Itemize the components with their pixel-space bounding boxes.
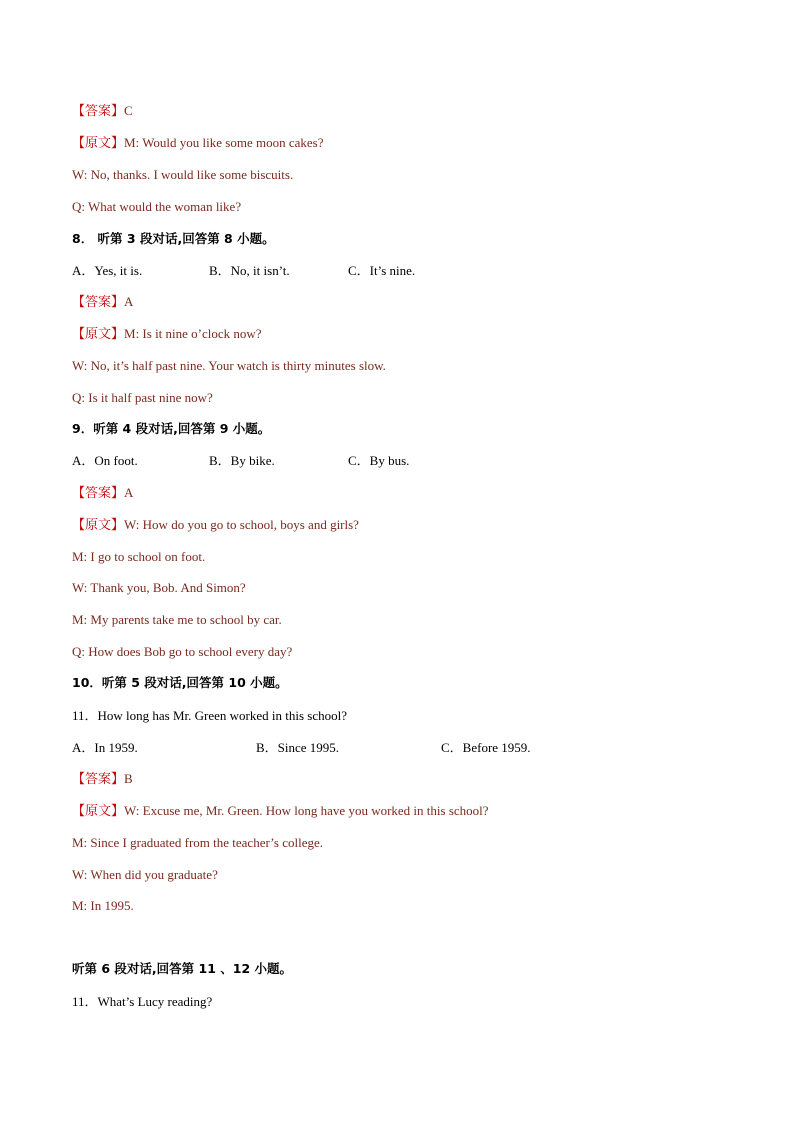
answer-tag: 【答案】	[72, 294, 125, 309]
answer-tag: 【答案】	[72, 771, 125, 786]
transcript-line	[72, 326, 262, 342]
transcript-line: W: When did you graduate?	[72, 867, 218, 882]
option-c: C．It’s nine.	[348, 263, 416, 278]
option-c: C．Before 1959.	[441, 740, 531, 755]
transcript-line	[72, 803, 489, 819]
transcript-line: Q: How does Bob go to school every day?	[72, 644, 293, 659]
answer-tag: 【答案】	[72, 103, 125, 118]
answer-tag: 【答案】	[72, 485, 125, 500]
answer-value: A	[124, 294, 134, 309]
transcript-line: M: My parents take me to school by car.	[72, 612, 282, 627]
option-a: A．Yes, it is.	[72, 263, 143, 278]
transcript-line: M: Since I graduated from the teacher’s college.	[72, 835, 323, 850]
question-text: 11．How long has Mr. Green worked in this school?	[72, 708, 348, 723]
transcript-line: M: I go to school on foot.	[72, 549, 206, 564]
answer-line-q10	[72, 771, 133, 787]
option-c: C．By bus.	[348, 453, 410, 468]
transcript-text: W: Excuse me, Mr. Green. How long have you worked in this school?	[124, 803, 489, 818]
transcript-line: Q: Is it half past nine now?	[72, 390, 213, 405]
transcript-line	[72, 517, 359, 533]
question-heading-q11: 听第 6 段对话,回答第 11 、12 小题。	[72, 961, 292, 976]
transcript-tag: 【原文】	[72, 326, 125, 341]
transcript-tag: 【原文】	[72, 135, 125, 150]
option-b: B．By bike.	[209, 453, 275, 468]
answer-line-q9	[72, 485, 133, 501]
transcript-line: W: No, it’s half past nine. Your watch is thirty minutes slow.	[72, 358, 386, 373]
question-heading-q8: 8． 听第 3 段对话,回答第 8 小题。	[72, 231, 275, 246]
transcript-text: W: How do you go to school, boys and girls?	[124, 517, 359, 532]
answer-value: C	[124, 103, 133, 118]
transcript-text: M: Is it nine o’clock now?	[124, 326, 262, 341]
answer-value: B	[124, 771, 133, 786]
transcript-tag: 【原文】	[72, 803, 125, 818]
question-text: 11．What’s Lucy reading?	[72, 994, 213, 1009]
answer-line-q7	[72, 103, 133, 119]
transcript-tag: 【原文】	[72, 517, 125, 532]
option-a: A．In 1959.	[72, 740, 138, 755]
question-heading-q10: 10．听第 5 段对话,回答第 10 小题。	[72, 675, 288, 690]
transcript-line: W: Thank you, Bob. And Simon?	[72, 580, 246, 595]
answer-line-q8	[72, 294, 133, 310]
option-b: B．Since 1995.	[256, 740, 340, 755]
answer-value: A	[124, 485, 134, 500]
transcript-line	[72, 135, 323, 151]
transcript-line: Q: What would the woman like?	[72, 199, 242, 214]
transcript-line: W: No, thanks. I would like some biscuits.	[72, 167, 294, 182]
option-a: A．On foot.	[72, 453, 138, 468]
transcript-line: M: In 1995.	[72, 898, 134, 913]
option-b: B．No, it isn’t.	[209, 263, 290, 278]
transcript-text: M: Would you like some moon cakes?	[124, 135, 324, 150]
question-heading-q9: 9．听第 4 段对话,回答第 9 小题。	[72, 421, 271, 436]
